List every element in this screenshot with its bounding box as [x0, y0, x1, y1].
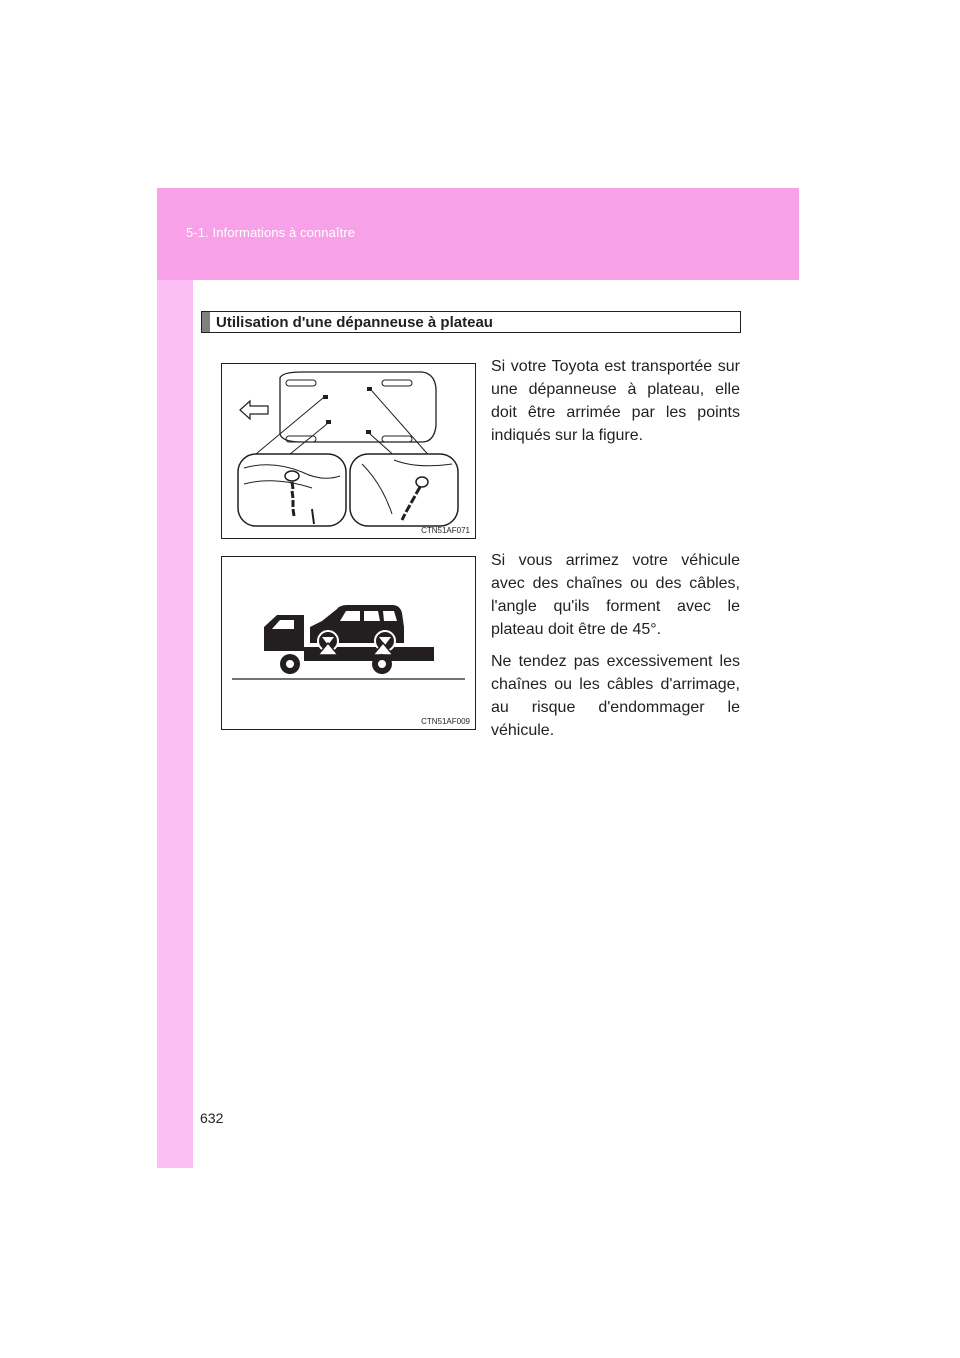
- section-title-bar: [201, 311, 741, 333]
- paragraph-tension-warning: Ne tendez pas excessivement les chaînes ou les câbles d'arrimage, au risque d'endommager le véhicule.: [491, 653, 740, 739]
- paragraph-flatbed: Si votre Toyota est transportée sur une dépanneuse à plateau, elle doit être arrimée par les points indiqués sur la figure.: [491, 358, 740, 444]
- tie-down-points-figure: [221, 363, 476, 539]
- section-label: 5-1. Informations à connaître: [186, 225, 356, 240]
- side-strip: [157, 188, 193, 1168]
- figure-code: CTN51AF009: [421, 717, 470, 726]
- flatbed-truck-illustration: [222, 557, 475, 729]
- page-number: 632: [200, 1110, 224, 1126]
- paragraph-angle: Si vous arrimez votre véhicule avec des chaînes ou des câbles, l'angle qu'ils forment avec le plateau doit être de 45°.: [491, 552, 740, 638]
- title-accent: [202, 312, 210, 332]
- flatbed-truck-figure: [221, 556, 476, 730]
- figure-code: CTN51AF071: [421, 526, 470, 535]
- tie-down-points-illustration: [222, 364, 475, 538]
- section-title: Utilisation d'une dépanneuse à plateau: [216, 314, 493, 331]
